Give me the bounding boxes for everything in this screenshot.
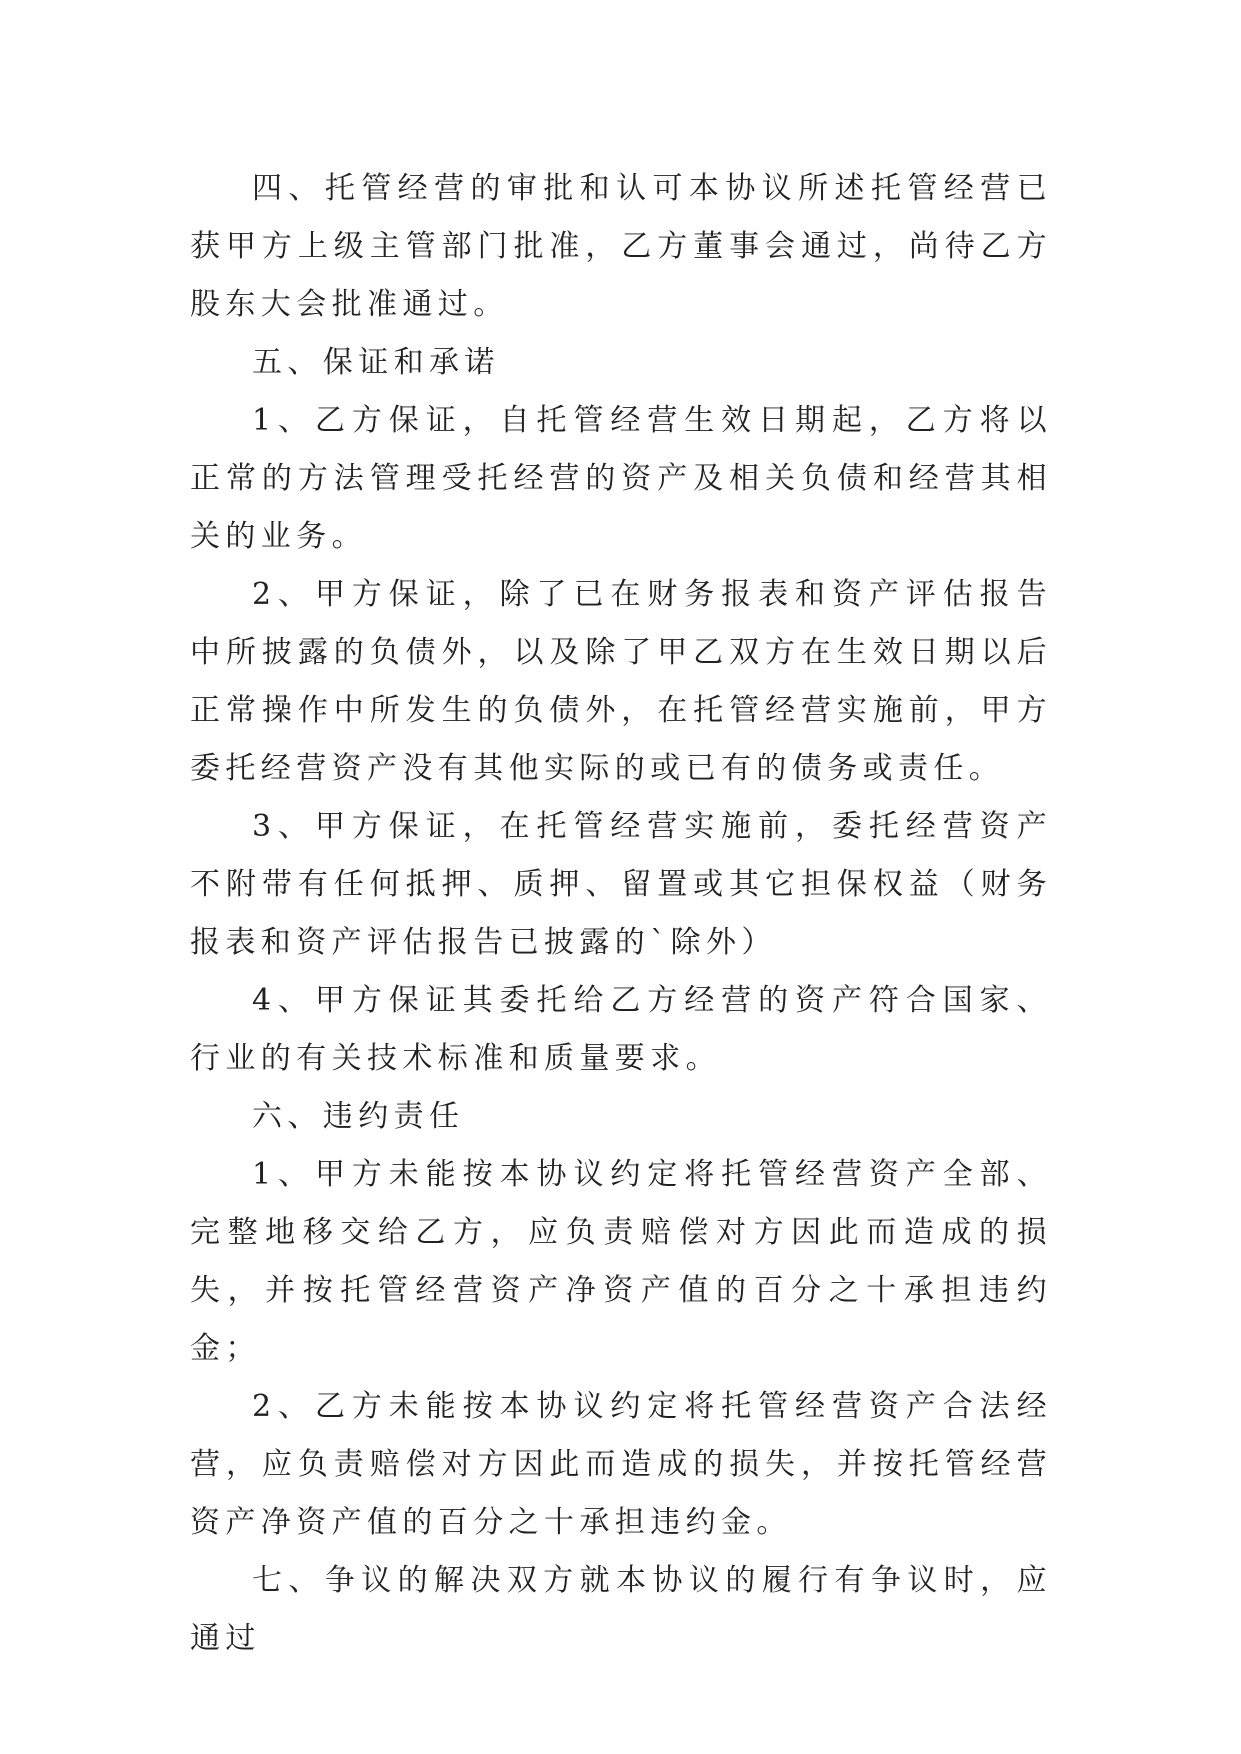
paragraph-dispute: 七、争议的解决双方就本协议的履行有争议时，应通过 <box>190 1563 1052 1656</box>
paragraph-guarantee-2: 2、甲方保证，除了已在财务报表和资产评估报告中所披露的负债外，以及除了甲乙双方在生效日期以后正常操作中所发生的负债外，在托管经营实施前，甲方委托经营资产没有其他实际的或已有的债务或责任。 <box>190 577 1052 786</box>
heading-guarantees: 五、保证和承诺 <box>252 345 500 380</box>
document-body <box>190 160 1052 1668</box>
paragraph-guarantee-1: 1、乙方保证，自托管经营生效日期起，乙方将以正常的方法管理受托经营的资产及相关负债和经营其相关的业务。 <box>190 403 1052 554</box>
paragraph-guarantee-3: 3、甲方保证，在托管经营实施前，委托经营资产不附带有任何抵押、质押、留置或其它担保权益（财务报表和资产评估报告已披露的`除外） <box>190 809 1052 960</box>
paragraph-approval: 四、托管经营的审批和认可本协议所述托管经营已获甲方上级主管部门批准，乙方董事会通过，尚待乙方股东大会批准通过。 <box>190 171 1052 322</box>
paragraph-liability-2: 2、乙方未能按本协议约定将托管经营资产合法经营，应负责赔偿对方因此而造成的损失，并按托管经营资产净资产值的百分之十承担违约金。 <box>190 1389 1052 1540</box>
heading-liability: 六、违约责任 <box>252 1099 465 1134</box>
paragraph-guarantee-4: 4、甲方保证其委托给乙方经营的资产符合国家、行业的有关技术标准和质量要求。 <box>190 983 1052 1076</box>
paragraph-liability-1: 1、甲方未能按本协议约定将托管经营资产全部、完整地移交给乙方，应负责赔偿对方因此而造成的损失，并按托管经营资产净资产值的百分之十承担违约金； <box>190 1157 1052 1366</box>
